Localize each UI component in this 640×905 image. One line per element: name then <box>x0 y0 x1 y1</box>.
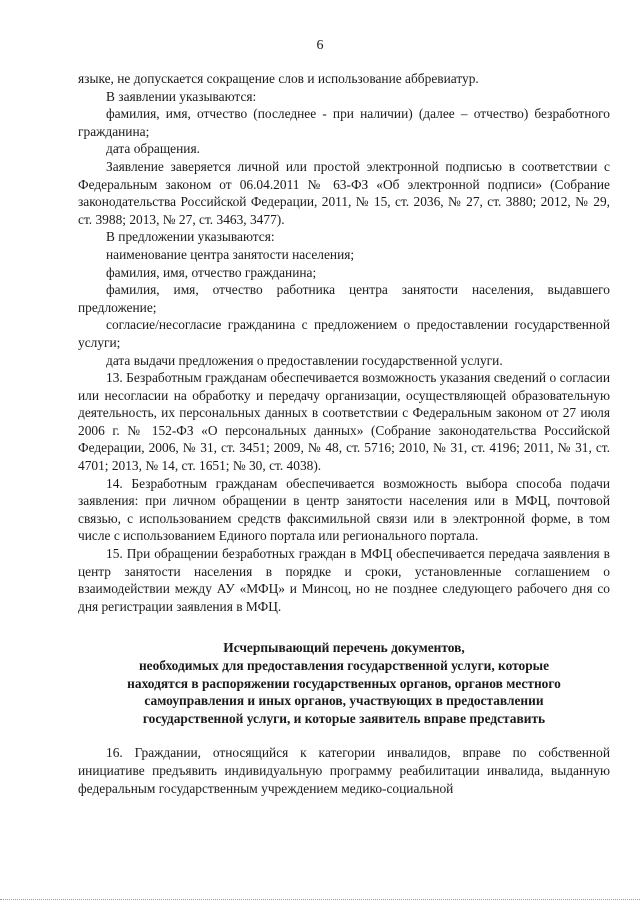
paragraph: дата обращения. <box>106 141 200 157</box>
paragraph: В заявлении указываются: <box>106 88 257 104</box>
paragraph: 16. Граждании, относящийся к категории инвалидов, вправе по собственной инициативе предъявить индивидуальную программу реабилитации инвалида, выданную федеральным государственным учреждением медико-социальной <box>78 745 610 796</box>
paragraph: фамилия, имя, отчество (последнее - при наличии) (далее – отчество) безработного гражданина; <box>78 106 610 139</box>
paragraphs-top <box>78 70 610 615</box>
paragraph: языке, не допускается сокращение слов и использование аббревиатур. <box>78 71 479 86</box>
heading-line: государственной услуги, и которые заявитель вправе представить <box>142 710 546 726</box>
document-body <box>78 70 610 797</box>
heading-line: Исчерпывающий перечень документов, <box>223 640 465 656</box>
paragraph: 14. Безработным гражданам обеспечивается возможность выбора способа подачи заявления: при личном обращении в центр занятости населения или в МФЦ, почтовой связью, с использованием средств факсимильной связи или в электронной форме, в том числе с использованием Единого портала или регионального портала. <box>78 475 610 544</box>
section-heading <box>78 639 610 727</box>
paragraph: 15. При обращении безработных граждан в МФЦ обеспечивается передача заявления в центр занятости населения в порядке и сроки, установленные соглашением о взаимодействии между АУ «МФЦ» и Минсоц, но не позднее следующего рабочего дня со дня регистрации заявления в МФЦ. <box>78 546 610 614</box>
paragraph: В предложении указываются: <box>106 229 275 245</box>
paragraph: дата выдачи предложения о предоставлении государственной услуги. <box>106 352 503 368</box>
paragraph: Заявление заверяется личной или простой электронной подписью в соответствии с Федеральным законом от 06.04.2011 № 63-ФЗ «Об электронной подписи» (Собрание законодательства Российской Федерации, 2011, № 15, ст. 2036, № 27, ст. 3880; 2012, № 29, ст. 3988; 2013, № 27, ст. 3463, 3477). <box>78 158 610 227</box>
heading-line: находятся в распоряжении государственных органов, органов местного <box>127 675 561 691</box>
paragraphs-bottom <box>78 744 610 797</box>
scan-bottom-edge <box>0 899 640 900</box>
heading-line: самоуправления и иных органов, участвующих в предоставлении <box>144 693 544 709</box>
paragraph: 13. Безработным гражданам обеспечивается возможность указания сведений о согласии или несогласии на обработку и передачу организации, осуществляющей образовательную деятельность, их персональных данных в соответствии с Федеральным законом от 27 июля 2006 г. № 152-ФЗ «О персональных данных» (Собрание законодательства Российской Федерации, 2006, № 31, ст. 3451; 2009, № 48, ст. 5716; 2010, № 31, ст. 4196; 2011, № 31, ст. 4701; 2013, № 14, ст. 1651; № 30, ст. 4038). <box>78 370 610 474</box>
paragraph: фамилия, имя, отчество работника центра занятости населения, выдавшего предложение; <box>78 282 610 315</box>
heading-line: необходимых для предоставления государственной услуги, которые <box>138 658 550 673</box>
paragraph: согласие/несогласие гражданина с предложением о предоставлении государственной услуги; <box>78 317 610 350</box>
page-number: 6 <box>316 38 324 53</box>
paragraph: наименование центра занятости населения; <box>106 246 355 262</box>
paragraph: фамилия, имя, отчество гражданина; <box>106 264 317 280</box>
